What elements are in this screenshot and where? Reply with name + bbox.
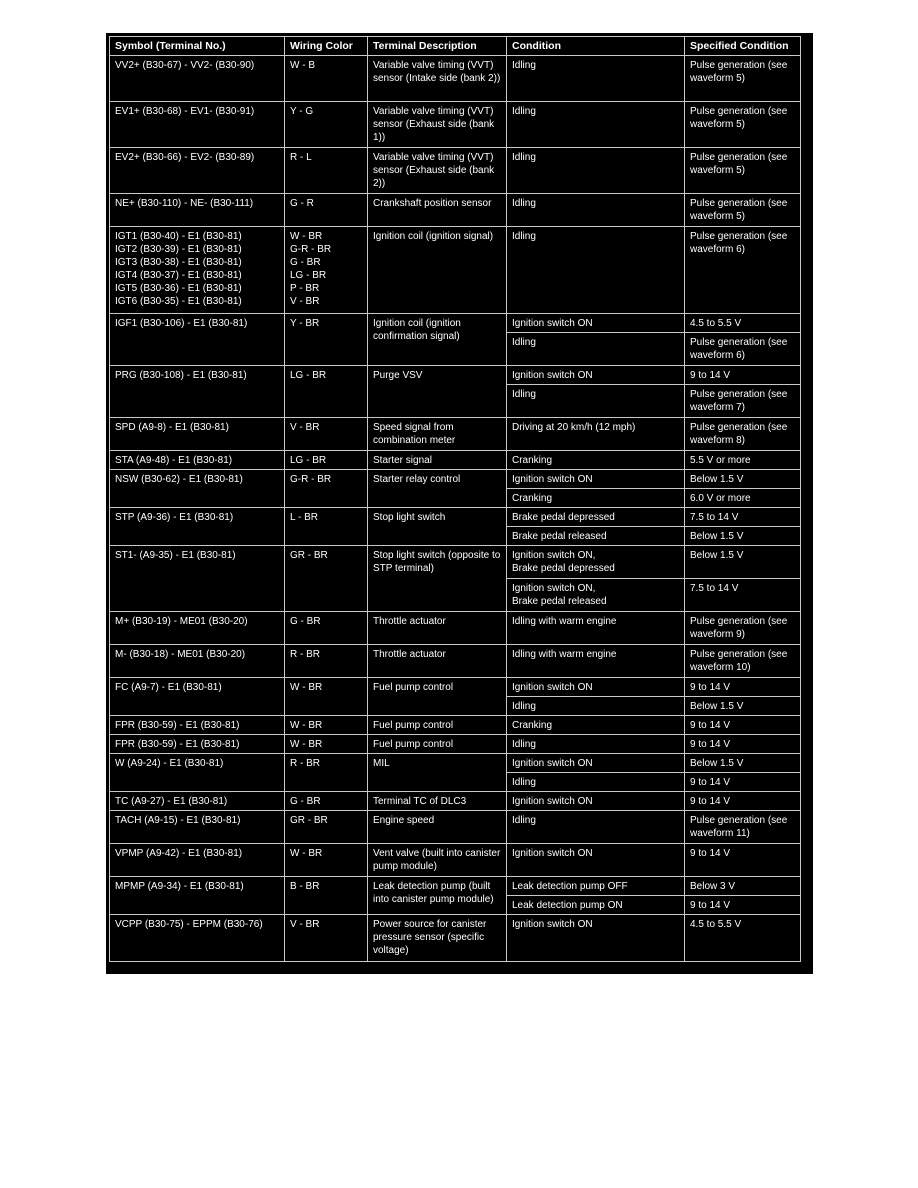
condition-cell: Idling [507,385,685,418]
wiring-color-cell: V - BR [285,418,368,451]
specified-condition-cell: 9 to 14 V [685,366,801,385]
wiring-color-cell: W - BR [285,735,368,754]
specified-condition-cell: Below 3 V [685,877,801,896]
wiring-color-cell: GR - BR [285,546,368,612]
terminal-description-cell: Terminal TC of DLC3 [368,792,507,811]
table-row [110,56,801,102]
specified-condition-cell: 7.5 to 14 V [685,579,801,612]
specified-condition-cell: 9 to 14 V [685,792,801,811]
terminal-description-cell: Starter relay control [368,470,507,508]
table-row [110,102,801,148]
condition-cell: Brake pedal released [507,527,685,546]
table-row [110,451,801,470]
condition-cell: Idling with warm engine [507,612,685,645]
terminal-description-cell: Throttle actuator [368,645,507,678]
table-row [110,915,801,962]
table-row [110,844,801,877]
table-body [110,56,801,962]
terminal-description-cell: Starter signal [368,451,507,470]
specified-condition-cell: 9 to 14 V [685,844,801,877]
specified-condition-cell: 5.5 V or more [685,451,801,470]
condition-cell: Idling [507,227,685,314]
terminal-table-frame [106,33,813,974]
table-row [110,418,801,451]
condition-cell: Cranking [507,451,685,470]
terminal-description-cell: Ignition coil (ignition signal) [368,227,507,314]
condition-cell: Brake pedal depressed [507,508,685,527]
table-row [110,546,801,579]
symbol-cell: MPMP (A9-34) - E1 (B30-81) [110,877,285,915]
specified-condition-cell: 7.5 to 14 V [685,508,801,527]
condition-cell: Ignition switch ON [507,678,685,697]
specified-condition-cell: Pulse generation (see waveform 6) [685,227,801,314]
wiring-color-cell: G - BR [285,612,368,645]
specified-condition-cell: Pulse generation (see waveform 8) [685,418,801,451]
terminal-description-cell: Variable valve timing (VVT) sensor (Exhaust side (bank 1)) [368,102,507,148]
specified-condition-cell: Pulse generation (see waveform 5) [685,102,801,148]
header-specified-condition: Specified Condition [685,37,801,56]
condition-cell: Ignition switch ON, Brake pedal depressed [507,546,685,579]
symbol-cell: VPMP (A9-42) - E1 (B30-81) [110,844,285,877]
symbol-cell: FPR (B30-59) - E1 (B30-81) [110,735,285,754]
condition-cell: Idling with warm engine [507,645,685,678]
specified-condition-cell: Pulse generation (see waveform 11) [685,811,801,844]
wiring-color-cell: G-R - BR [285,470,368,508]
table-row [110,227,801,314]
symbol-cell: W (A9-24) - E1 (B30-81) [110,754,285,792]
header-terminal-description: Terminal Description [368,37,507,56]
wiring-color-cell: G - R [285,194,368,227]
table-row [110,754,801,773]
specified-condition-cell: Pulse generation (see waveform 5) [685,148,801,194]
specified-condition-cell: 9 to 14 V [685,896,801,915]
table-row [110,148,801,194]
condition-cell: Cranking [507,716,685,735]
specified-condition-cell: Pulse generation (see waveform 9) [685,612,801,645]
condition-cell: Leak detection pump OFF [507,877,685,896]
header-symbol: Symbol (Terminal No.) [110,37,285,56]
table-row [110,645,801,678]
wiring-color-cell: W - BR G-R - BR G - BR LG - BR P - BR V - BR [285,227,368,314]
specified-condition-cell: 9 to 14 V [685,773,801,792]
table-row [110,612,801,645]
symbol-cell: TC (A9-27) - E1 (B30-81) [110,792,285,811]
wiring-color-cell: G - BR [285,792,368,811]
terminal-description-cell: Variable valve timing (VVT) sensor (Intake side (bank 2)) [368,56,507,102]
specified-condition-cell: Below 1.5 V [685,527,801,546]
condition-cell: Idling [507,148,685,194]
condition-cell: Leak detection pump ON [507,896,685,915]
specified-condition-cell: Below 1.5 V [685,754,801,773]
terminal-description-cell: Stop light switch (opposite to STP terminal) [368,546,507,612]
table-row [110,877,801,896]
condition-cell: Idling [507,811,685,844]
symbol-cell: VCPP (B30-75) - EPPM (B30-76) [110,915,285,962]
condition-cell: Ignition switch ON [507,314,685,333]
condition-cell: Idling [507,102,685,148]
symbol-cell: VV2+ (B30-67) - VV2- (B30-90) [110,56,285,102]
specified-condition-cell: Below 1.5 V [685,697,801,716]
table-row [110,735,801,754]
table-row [110,470,801,489]
specified-condition-cell: Pulse generation (see waveform 7) [685,385,801,418]
symbol-cell: NE+ (B30-110) - NE- (B30-111) [110,194,285,227]
specified-condition-cell: Below 1.5 V [685,470,801,489]
terminal-description-cell: Speed signal from combination meter [368,418,507,451]
terminal-description-cell: Fuel pump control [368,678,507,716]
symbol-cell: IGF1 (B30-106) - E1 (B30-81) [110,314,285,366]
wiring-color-cell: W - BR [285,678,368,716]
terminal-description-cell: Stop light switch [368,508,507,546]
symbol-cell: FC (A9-7) - E1 (B30-81) [110,678,285,716]
terminal-description-cell: Leak detection pump (built into canister pump module) [368,877,507,915]
condition-cell: Cranking [507,489,685,508]
terminal-description-cell: Crankshaft position sensor [368,194,507,227]
table-header-row [110,37,801,56]
wiring-color-cell: W - BR [285,716,368,735]
header-condition: Condition [507,37,685,56]
terminal-description-cell: Throttle actuator [368,612,507,645]
condition-cell: Idling [507,56,685,102]
table-row [110,678,801,697]
specified-condition-cell: 6.0 V or more [685,489,801,508]
wiring-color-cell: GR - BR [285,811,368,844]
terminal-description-cell: Vent valve (built into canister pump module) [368,844,507,877]
wiring-color-cell: Y - G [285,102,368,148]
terminal-description-cell: Power source for canister pressure sensor (specific voltage) [368,915,507,962]
condition-cell: Ignition switch ON [507,844,685,877]
specified-condition-cell: 9 to 14 V [685,735,801,754]
table-row [110,508,801,527]
symbol-cell: FPR (B30-59) - E1 (B30-81) [110,716,285,735]
wiring-color-cell: L - BR [285,508,368,546]
symbol-cell: M+ (B30-19) - ME01 (B30-20) [110,612,285,645]
table-row [110,811,801,844]
symbol-cell: PRG (B30-108) - E1 (B30-81) [110,366,285,418]
wiring-color-cell: W - BR [285,844,368,877]
specified-condition-cell: 4.5 to 5.5 V [685,314,801,333]
condition-cell: Idling [507,194,685,227]
condition-cell: Driving at 20 km/h (12 mph) [507,418,685,451]
specified-condition-cell: 9 to 14 V [685,716,801,735]
specified-condition-cell: Pulse generation (see waveform 10) [685,645,801,678]
table-row [110,366,801,385]
specified-condition-cell: 4.5 to 5.5 V [685,915,801,962]
terminal-description-cell: Ignition coil (ignition confirmation signal) [368,314,507,366]
wiring-color-cell: R - BR [285,754,368,792]
symbol-cell: M- (B30-18) - ME01 (B30-20) [110,645,285,678]
terminal-description-cell: Variable valve timing (VVT) sensor (Exhaust side (bank 2)) [368,148,507,194]
wiring-color-cell: Y - BR [285,314,368,366]
table-row [110,194,801,227]
condition-cell: Ignition switch ON [507,915,685,962]
terminal-description-cell: Engine speed [368,811,507,844]
symbol-cell: EV1+ (B30-68) - EV1- (B30-91) [110,102,285,148]
wiring-color-cell: W - B [285,56,368,102]
table-row [110,716,801,735]
condition-cell: Idling [507,735,685,754]
terminal-description-cell: Purge VSV [368,366,507,418]
condition-cell: Idling [507,697,685,716]
symbol-cell: EV2+ (B30-66) - EV2- (B30-89) [110,148,285,194]
wiring-color-cell: R - BR [285,645,368,678]
specified-condition-cell: Pulse generation (see waveform 6) [685,333,801,366]
symbol-cell: ST1- (A9-35) - E1 (B30-81) [110,546,285,612]
condition-cell: Idling [507,773,685,792]
symbol-cell: STP (A9-36) - E1 (B30-81) [110,508,285,546]
specified-condition-cell: Pulse generation (see waveform 5) [685,56,801,102]
terminal-description-cell: Fuel pump control [368,735,507,754]
table-row [110,792,801,811]
symbol-cell: TACH (A9-15) - E1 (B30-81) [110,811,285,844]
condition-cell: Ignition switch ON, Brake pedal released [507,579,685,612]
symbol-cell: IGT1 (B30-40) - E1 (B30-81) IGT2 (B30-39) - E1 (B30-81) IGT3 (B30-38) - E1 (B30-81) IGT4 (B30-37) - E1 (B30-81) IGT5 (B30-36) - E1 (B30-81) IGT6 (B30-35) - E1 (B30-81) [110,227,285,314]
symbol-cell: NSW (B30-62) - E1 (B30-81) [110,470,285,508]
specified-condition-cell: Pulse generation (see waveform 5) [685,194,801,227]
wiring-color-cell: V - BR [285,915,368,962]
terminal-description-cell: Fuel pump control [368,716,507,735]
symbol-cell: SPD (A9-8) - E1 (B30-81) [110,418,285,451]
wiring-color-cell: LG - BR [285,366,368,418]
wiring-color-cell: B - BR [285,877,368,915]
terminal-table [109,36,801,962]
condition-cell: Idling [507,333,685,366]
condition-cell: Ignition switch ON [507,366,685,385]
condition-cell: Ignition switch ON [507,792,685,811]
condition-cell: Ignition switch ON [507,754,685,773]
table-row [110,314,801,333]
wiring-color-cell: R - L [285,148,368,194]
specified-condition-cell: 9 to 14 V [685,678,801,697]
header-wiring-color: Wiring Color [285,37,368,56]
symbol-cell: STA (A9-48) - E1 (B30-81) [110,451,285,470]
terminal-description-cell: MIL [368,754,507,792]
wiring-color-cell: LG - BR [285,451,368,470]
condition-cell: Ignition switch ON [507,470,685,489]
specified-condition-cell: Below 1.5 V [685,546,801,579]
